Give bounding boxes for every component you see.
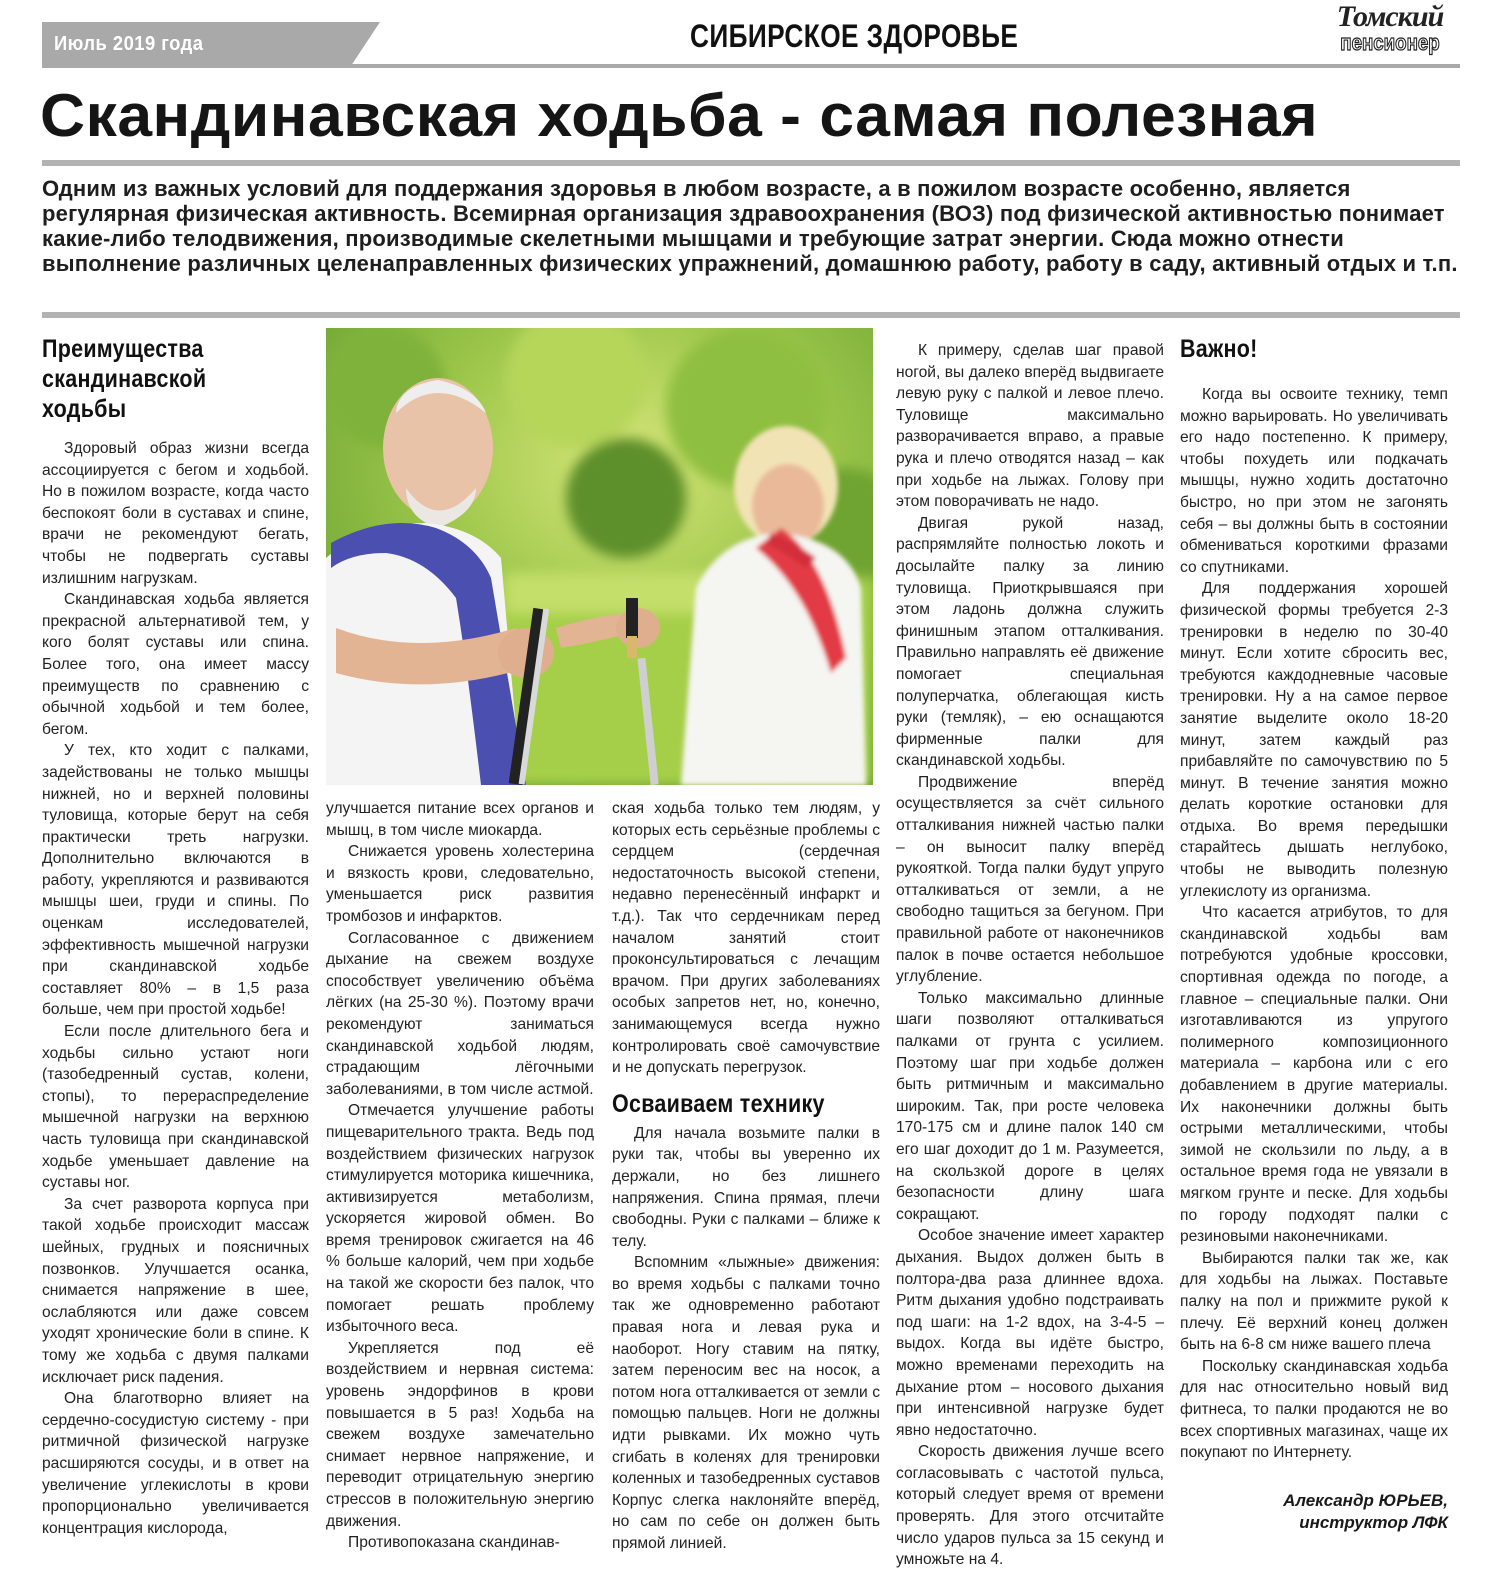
paragraph: Что касается атрибутов, то для скандинавской ходьбы вам потребуются удобные кроссовки, спортивная одежда по погоде, а главное – специальные палки. Они изготавливаются из упругого полимерного композиционного материала – карбона или с его добавлением в другие материалы. Их наконечники должны быть острыми металлическими, чтобы зимой не скользили по льду, а в остальное время года не увязали в мягком грунте и песке. Для ходьбы по городу подходят палки с резиновыми наконечниками. — [1180, 904, 1448, 1246]
subheading-important: Важно! — [1180, 335, 1258, 363]
article-photo — [326, 328, 873, 785]
paragraph: Двигая рукой назад, распрямляйте полностью локоть и досылайте палку за линию туловища. Приоткрывшаяся при этом ладонь должна служить финишным этапом отталкивания. Правильно направлять её движение помогает специальная полуперчатка, облегающая кисть руки (темляк), – ею оснащаются фирменные палки для скандинавской ходьбы. — [896, 514, 1164, 770]
paragraph: Вспомним «лыжные» движения: во время ходьбы с палками точно так же одновременно работают правая нога и левая рука и наоборот. Ногу ставим на пятку, затем переносим вес на носок, а потом нога отталкивается от земли с помощью пальцев. Ноги не должны идти рывками. Их можно чуть сгибать в коленях для тренировки коленных и тазобедренных суставов Корпус слегка наклоняйте вперёд, но сам по себе он должен быть прямой линией. — [612, 1254, 880, 1552]
author-name: Александр ЮРЬЕВ, — [1283, 1490, 1448, 1510]
paragraph: ская ходьба только тем людям, у которых есть серьёзные проблемы с сердцем (сердечная недостаточность высокой степени, недавно перенесённый инфаркт и т.д.). Так что сердечникам перед началом занятий стоит проконсультироваться с лечащим врачом. При других заболеваниях особых запретов нет, но, конечно, занимающемуся всегда нужно контролировать своё самочувствие и не допускать перегрузок. — [612, 800, 880, 1077]
paragraph: Когда вы освоите технику, темп можно варьировать. Но увеличивать его надо постепенно. К примеру, чтобы похудеть или подкачать мышцы, нужно ходить достаточно быстро, но при этом не загонять себя – вы должны быть в состоянии обмениваться короткими фразами со спутниками. — [1180, 386, 1448, 576]
paragraph: Для начала возьмите палки в руки так, чтобы вы уверенно их держали, но без лишнего напряжения. Спина прямая, плечи свободны. Руки с палками – ближе к телу. — [612, 1124, 880, 1250]
paragraph: Отмечается улучшение работы пищеварительного тракта. Ведь под воздействием физических нагрузок стимулируется моторика кишечника, активизируется метаболизм, ускоряется жировой обмен. Во время тренировок сжигается на 46 % больше калорий, чем при ходьбе на такой же скорости без палок, что помогает решать проблему избыточного веса. — [326, 1102, 594, 1336]
logo-top-text: Томский — [1336, 0, 1444, 33]
subheading-technique: Осваиваем технику — [612, 1089, 825, 1118]
paragraph: Только максимально длинные шаги позволяют отталкиваться палками от грунта с усилием. Поэтому шаг при ходьбе должен быть ритмичным и максимально широким. Так, при росте человека 170-175 см и длине палок 140 см его шаг доходит до 1 м. Разумеется, на скользкой дороге в целях безопасности длину шага сокращают. — [896, 989, 1164, 1223]
paragraph: Снижается уровень холестерина и вязкость крови, следовательно, уменьшается риск развития тромбозов и инфарктов. — [326, 843, 594, 925]
paragraph: Скорость движения лучше всего согласовывать с частотой пульса, который следует время от времени проверять. Для этого отсчитайте число ударов пульса за 15 секунд и умножьте на 4. — [896, 1443, 1164, 1569]
column-3 — [612, 798, 880, 1555]
column-2 — [326, 798, 594, 1554]
issue-date: Июль 2019 года — [54, 33, 204, 55]
paragraph: улучшается питание всех органов и мышц, в том числе миокарда. — [326, 800, 594, 839]
paragraph: Выбираются палки так же, как для ходьбы на лыжах. Поставьте палку на пол и прижмите рукой к плечу. Её верхний конец должен быть на 6-8 см ниже вашего плеча — [1180, 1249, 1448, 1354]
column-1 — [42, 334, 309, 1539]
lead-rule — [42, 312, 1460, 318]
paragraph: Она благотворно влияет на сердечно-сосудистую систему - при ритмичной физической нагрузке расширяются сосуды, и в ответ на увеличение углекислоты в крови пропорционально увеличивается концентрация кислорода, — [42, 1390, 309, 1537]
paragraph: Противопоказана скандинав- — [348, 1534, 560, 1552]
column-4 — [896, 340, 1164, 1571]
column-5 — [1180, 334, 1448, 1534]
paragraph: Особое значение имеет характер дыхания. Выдох должен быть в полтора-два раза длиннее вдоха. Ритм дыхания удобно подстраивать под шаги: на 1-2 вдох, на 3-4-5 – выдох. Когда вы идёте быстро, можно временами переходить на дыхание ртом – носового дыхания при интенсивной нагрузке будет явно недостаточно. — [896, 1227, 1164, 1439]
photo-seniors-nordic-walking-icon — [326, 328, 873, 785]
section-title: СИБИРСКОЕ ЗДОРОВЬЕ — [690, 18, 1019, 54]
author-signature — [1180, 1490, 1448, 1534]
article-headline: Скандинавская ходьба - самая полезная — [40, 82, 1319, 149]
paragraph: Продвижение вперёд осуществляется за счёт сильного отталкивания нижней частью палки – он выносит палку вперёд рукояткой. Тогда палки будут упруго отталкиваться от земли, а не свободно тащиться за бегуном. При правильной работе от наконечников палок в почве остается небольшое углубление. — [896, 773, 1164, 986]
paragraph: За счет разворота корпуса при такой ходьбе происходит массаж шейных, грудных и поясничных позвонков. Улучшается осанка, снимается напряжение в шее, ослабляются или даже совсем уходят хронические боли в спине. К тому же ходьба с двумя палками исключает риск падения. — [42, 1195, 309, 1386]
headline-rule — [42, 160, 1460, 166]
newspaper-logo — [1320, 2, 1460, 64]
paragraph: К примеру, сделав шаг правой ногой, вы далеко вперёд выдвигаете левую руку с палкой и левое плечо. Туловище максимально разворачивается вправо, а правые рука и плечо отводятся назад – как при ходьбе на лыжах. Голову при этом поворачивать не надо. — [896, 342, 1164, 511]
paragraph: Если после длительного бега и ходьбы сильно устают ноги (тазобедренный сустав, колени, стопы), то перераспределение мышечной нагрузки на верхнюю часть туловища при скандинавской ходьбе уменьшает давление на суставы ног. — [42, 1023, 309, 1192]
paragraph: У тех, кто ходит с палками, задействованы не только мышцы нижней, но и верхней половины туловища, которые берут на себя практически треть нагрузки. Дополнительно включаются в работу, укрепляются и развиваются мышцы шеи, груди и спины. По оценкам исследователей, эффективность мышечной нагрузки при скандинавской ходьбе составляет 80% – в 1,5 раза больше, чем при простой ходьбе! — [42, 742, 309, 1019]
logo-bottom-text: пенсионер — [1340, 30, 1440, 55]
article-lead: Одним из важных условий для поддержания здоровья в любом возрасте, а в пожилом возрасте особенно, является регулярная физическая активность. Всемирная организация здравоохранения (ВОЗ) под физической активностью понимает какие-либо телодвижения, производимые скелетными мышцами и требующие затрат энергии. Сюда можно отнести выполнение различных целенаправленных физических упражнений, домашнюю работу, работу в саду, активный отдых и т.п. — [42, 176, 1458, 276]
header-rule — [42, 64, 1460, 68]
paragraph: Укрепляется под её воздействием и нервная система: уровень эндорфинов в крови повышается в 5 раз! Ходьба на свежем воздухе замечательно снимает нервное напряжение, и переводит отрицательную энергию стрессов в положительную энергию движения. — [326, 1339, 594, 1530]
paragraph: Скандинавская ходьба является прекрасной альтернативой тем, у кого болят суставы или спина. Более того, она имеет массу преимуществ по сравнению с обычной ходьбой и тем более, бегом. — [42, 591, 309, 738]
paragraph: Согласованное с движением дыхание на свежем воздухе способствует увеличению объёма лёгких (на 25-30 %). Поэтому врачи рекомендуют заниматься скандинавской ходьбой людям, страдающим лёгочными заболеваниями, в том числе астмой. — [326, 929, 594, 1098]
paragraph: Для поддержания хорошей физической формы требуется 2-3 тренировки в неделю по 30-40 минут. Если хотите сбросить вес, требуются каждодневные часовые тренировки. Ну а на самое первое занятие выделите около 18-20 минут, затем каждый раз прибавляйте по самочувствию по 5 минут. В течение занятия можно делать короткие остановки для отдыха. Во время передышки старайтесь дышать неглубоко, чтобы не выводить полезную углекислоту из организма. — [1180, 580, 1448, 900]
paragraph: Поскольку скандинавская ходьба для нас относительно новый вид фитнеса, то палки продаются не во всех спортивных магазинах, чаще их покупают по Интернету. — [1180, 1357, 1448, 1462]
paragraph: Здоровый образ жизни всегда ассоциируется с бегом и ходьбой. Но в пожилом возрасте, когда часто беспокоят боли в суставах и спине, врачи не рекомендуют бегать, чтобы не подвергать суставы излишним нагрузкам. — [42, 440, 309, 587]
subheading-advantages: Преимущества скандинавской ходьбы — [42, 335, 207, 423]
author-role: инструктор ЛФК — [1299, 1512, 1448, 1532]
